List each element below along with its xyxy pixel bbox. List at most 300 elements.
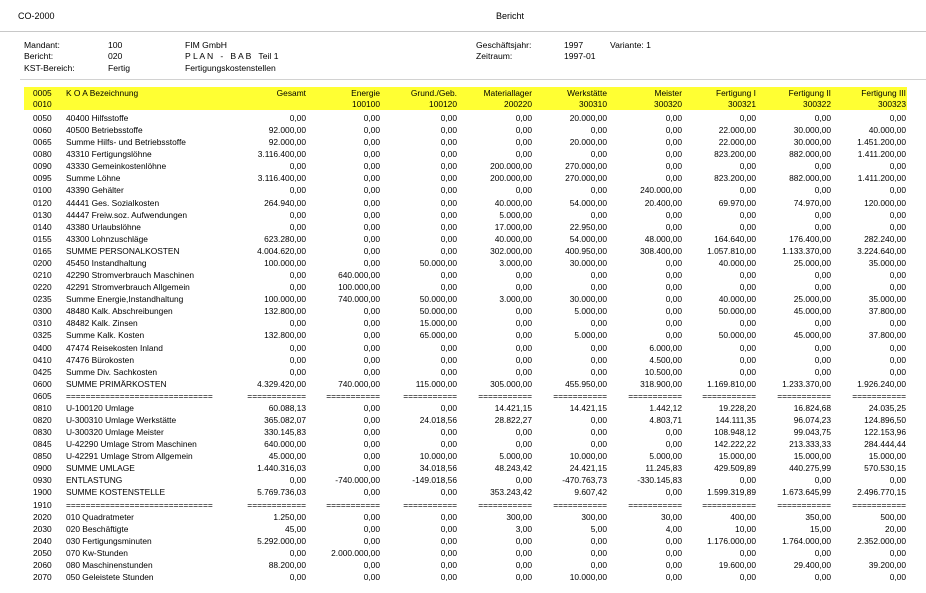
row-number: 0300 (33, 306, 52, 317)
cell-material: 0,00 (515, 125, 532, 136)
cell-gesamt: 60.088,13 (268, 402, 306, 413)
table-row (0, 197, 926, 209)
row-label: 43310 Fertigungslöhne (66, 149, 152, 160)
cell-werkstatt: 0,00 (590, 439, 607, 450)
cell-energie: 740.000,00 (338, 294, 380, 305)
cell-werkstatt: 0,00 (590, 427, 607, 438)
cell-fert1: 400,00 (730, 511, 756, 522)
meta-label: Geschäftsjahr: (476, 40, 532, 50)
cell-gesamt: 0,00 (289, 185, 306, 196)
cell-gesamt: 45,00 (285, 523, 306, 534)
header-row (0, 99, 926, 111)
cell-energie: 0,00 (363, 137, 380, 148)
cell-grund: 0,00 (440, 161, 457, 172)
cell-werkstatt: 24.421,15 (569, 463, 607, 474)
cell-fert1: 0,00 (739, 572, 756, 583)
table-row (0, 378, 926, 390)
cell-material: 0,00 (515, 270, 532, 281)
table-row (0, 184, 926, 196)
cell-material: 28.822,27 (494, 415, 532, 425)
table-row (0, 366, 926, 378)
cell-fert3: 284.444,44 (864, 439, 906, 450)
cell-meister: 1.442,12 (649, 402, 682, 413)
header-cell-gesamt: Gesamt (276, 88, 306, 98)
cell-fert3: 39.200,00 (868, 559, 906, 570)
cell-fert1: 108.948,12 (714, 427, 756, 438)
row-number: 0850 (33, 451, 52, 462)
cell-fert1: =========== (702, 499, 756, 510)
meta-label: KST-Bereich: (24, 62, 75, 73)
cell-material: 200.000,00 (490, 173, 532, 184)
cell-material: 0,00 (515, 427, 532, 438)
table-row (0, 305, 926, 317)
cell-werkstatt: 0,00 (590, 270, 607, 281)
cell-material: 0,00 (515, 354, 532, 365)
row-label: Summe Löhne (66, 173, 121, 184)
cell-material: 353.243,42 (490, 487, 532, 498)
cell-fert2: 45.000,00 (793, 330, 831, 341)
cell-material: 3,00 (515, 523, 532, 534)
row-label: ENTLASTUNG (66, 475, 123, 486)
cell-werkstatt: 0,00 (590, 354, 607, 365)
row-label: U-300320 Umlage Meister (66, 427, 164, 438)
cell-gesamt: 100.000,00 (264, 257, 306, 268)
row-number: 0200 (33, 257, 52, 268)
row-number: 0130 (33, 209, 52, 220)
cell-meister: 0,00 (665, 173, 682, 184)
cell-grund: 0,00 (440, 439, 457, 450)
row-label: 050 Geleistete Stunden (66, 572, 154, 583)
cell-fert3: 24.035,25 (868, 402, 906, 413)
cell-energie: 0,00 (363, 354, 380, 365)
cell-fert1: 0,00 (739, 366, 756, 377)
cell-gesamt: 45.000,00 (268, 451, 306, 462)
row-number: 0050 (33, 113, 52, 123)
cell-fert1: 144.111,35 (715, 415, 756, 425)
meta-label: Zeitraum: (476, 51, 513, 62)
cell-grund: 0,00 (440, 547, 457, 558)
cell-fert1: 1.169.810,00 (707, 378, 756, 389)
cell-fert1: 19.600,00 (718, 559, 756, 570)
table-row (0, 414, 926, 426)
row-number: 2050 (33, 547, 52, 558)
meta-desc: P L A N - B A B Teil 1 (185, 51, 279, 62)
table-row (0, 462, 926, 474)
cell-material: 14.421,15 (494, 402, 532, 413)
cell-energie: 0,00 (363, 463, 380, 474)
cell-grund: 0,00 (440, 366, 457, 377)
row-number: 0155 (33, 233, 52, 244)
row-label: 44441 Ges. Sozialkosten (66, 197, 160, 208)
cell-werkstatt: 455.950,00 (565, 378, 607, 389)
cell-meister: 4.500,00 (649, 354, 682, 365)
row-number: 2070 (33, 572, 52, 583)
row-number: 0310 (33, 318, 52, 329)
cell-fert2: 1.133.370,00 (782, 245, 831, 256)
table-row (0, 281, 926, 293)
report-header-bar (0, 0, 926, 31)
header-cell-fert1: Fertigung I (715, 88, 756, 98)
cell-material: =========== (478, 499, 532, 510)
cell-meister: 6.000,00 (649, 342, 682, 353)
cell-gesamt: 4.329.420,00 (257, 378, 306, 389)
table-row (0, 426, 926, 438)
meta-right-extra (610, 40, 651, 51)
row-number: 0600 (33, 378, 52, 389)
cell-material: 0,00 (515, 318, 532, 329)
cell-gesamt: 365.082,07 (264, 415, 306, 425)
cell-material: 0,00 (515, 113, 532, 123)
cell-gesamt: 0,00 (289, 572, 306, 583)
cell-fert3: 282.240,00 (864, 233, 906, 244)
cell-meister: =========== (628, 390, 682, 401)
cell-meister: -330.145,83 (637, 475, 682, 486)
row-label: 43380 Urlaubslöhne (66, 221, 141, 232)
header-cell-material: Materiallager (483, 88, 532, 98)
cell-meister: 4,00 (665, 523, 682, 534)
cell-energie: =========== (326, 390, 380, 401)
cell-fert3: 40.000,00 (868, 125, 906, 136)
table-row (0, 112, 926, 124)
cell-fert3: 0,00 (889, 221, 906, 232)
cell-fert2: =========== (777, 499, 831, 510)
cell-fert3: 0,00 (889, 475, 906, 486)
cell-fert2: 0,00 (814, 161, 831, 172)
cell-material: 0,00 (515, 306, 532, 317)
cell-gesamt: 640.000,00 (264, 439, 306, 450)
cell-fert2: 1.764.000,00 (782, 535, 831, 546)
cell-gesamt: 0,00 (289, 161, 306, 172)
report-code: CO-2000 (18, 11, 55, 21)
cell-gesamt: 0,00 (289, 366, 306, 377)
cell-werkstatt: 0,00 (590, 415, 607, 425)
cell-meister: 0,00 (665, 318, 682, 329)
row-number: 0065 (33, 137, 52, 148)
cell-werkstatt: 0,00 (590, 535, 607, 546)
cell-werkstatt: 400.950,00 (565, 245, 607, 256)
table-row (0, 450, 926, 462)
cell-material: 0,00 (515, 439, 532, 450)
row-number: 2060 (33, 559, 52, 570)
cell-gesamt: ============ (247, 499, 306, 510)
cell-fert1: 0,00 (739, 282, 756, 293)
table-row (0, 486, 926, 498)
cell-fert3: =========== (852, 499, 906, 510)
cell-meister: =========== (628, 499, 682, 510)
cell-fert2: 882.000,00 (789, 173, 831, 184)
cell-werkstatt: 9.607,42 (574, 487, 607, 498)
header-row-number: 0005 (33, 88, 52, 98)
cell-meister: 10.500,00 (644, 366, 682, 377)
cell-fert1: 0,00 (739, 209, 756, 220)
cell-grund: 0,00 (440, 149, 457, 160)
cell-fert3: 2.352.000,00 (857, 535, 906, 546)
cell-fert2: 1.673.645,99 (782, 487, 831, 498)
cell-material: 0,00 (515, 282, 532, 293)
table-row (0, 402, 926, 414)
table-row (0, 354, 926, 366)
cell-fert2: 0,00 (814, 318, 831, 329)
cell-gesamt: 0,00 (289, 354, 306, 365)
header-cell-fert2: 300322 (803, 99, 831, 109)
table-row (0, 257, 926, 269)
header-cell-material: 200220 (504, 99, 532, 109)
cell-gesamt: 1.250,00 (273, 511, 306, 522)
cell-gesamt: 132.800,00 (264, 330, 306, 341)
row-number: 0080 (33, 149, 52, 160)
table-row (0, 209, 926, 221)
cell-fert1: 15.000,00 (718, 451, 756, 462)
cell-werkstatt: 0,00 (590, 185, 607, 196)
cell-meister: 0,00 (665, 113, 682, 123)
cell-werkstatt: -470.763,73 (562, 475, 607, 486)
row-number: 0120 (33, 197, 52, 208)
cell-meister: 0,00 (665, 282, 682, 293)
cell-material: 40.000,00 (494, 197, 532, 208)
cell-material: 5.000,00 (499, 451, 532, 462)
cell-fert2: 0,00 (814, 221, 831, 232)
row-label: 43330 Gemeinkostenlöhne (66, 161, 167, 172)
row-number: 0400 (33, 342, 52, 353)
cell-grund: 0,00 (440, 427, 457, 438)
header-cell-fert3: 300323 (878, 99, 906, 109)
row-label: SUMME PERSONALKOSTEN (66, 245, 180, 256)
cell-grund: 50.000,00 (419, 306, 457, 317)
cell-fert2: 213.333,33 (789, 439, 831, 450)
row-number: 0410 (33, 354, 52, 365)
cell-fert1: 0,00 (739, 185, 756, 196)
cell-energie: 0,00 (363, 173, 380, 184)
cell-energie: 0,00 (363, 209, 380, 220)
cell-energie: 0,00 (363, 221, 380, 232)
cell-fert3: 500,00 (880, 511, 906, 522)
cell-fert3: 0,00 (889, 113, 906, 123)
cell-fert2: 0,00 (814, 113, 831, 123)
cell-gesamt: 0,00 (289, 221, 306, 232)
cell-energie: 100.000,00 (338, 282, 380, 293)
cell-grund: 0,00 (440, 245, 457, 256)
table-row (0, 172, 926, 184)
cell-fert2: 1.233.370,00 (782, 378, 831, 389)
cell-grund: 0,00 (440, 185, 457, 196)
header-cell-werkstatt: 300310 (579, 99, 607, 109)
cell-meister: 0,00 (665, 306, 682, 317)
cell-fert3: 122.153,96 (864, 427, 906, 438)
cell-material: 0,00 (515, 547, 532, 558)
cell-energie: 0,00 (363, 535, 380, 546)
cell-energie: 0,00 (363, 439, 380, 450)
cell-energie: 0,00 (363, 113, 380, 123)
cell-fert3: 1.411.200,00 (857, 173, 906, 184)
header-cell-grund: Grund./Geb. (410, 88, 457, 98)
cell-fert3: 1.451.200,00 (857, 137, 906, 148)
cell-werkstatt: 0,00 (590, 209, 607, 220)
cell-energie: 0,00 (363, 572, 380, 583)
table-row (0, 221, 926, 233)
cell-grund: -149.018,56 (412, 475, 457, 486)
meta-left-labels (24, 40, 75, 74)
cell-material: 0,00 (515, 535, 532, 546)
cell-fert1: 22.000,00 (718, 137, 756, 148)
cell-energie: 0,00 (363, 125, 380, 136)
cell-energie: 0,00 (363, 559, 380, 570)
cell-fert1: 823.200,00 (714, 149, 756, 160)
cell-fert2: 0,00 (814, 185, 831, 196)
cell-fert1: 19.228,20 (718, 402, 756, 413)
cell-meister: 48.000,00 (644, 233, 682, 244)
cell-meister: 240.000,00 (640, 185, 682, 196)
cell-material: 0,00 (515, 572, 532, 583)
header-cell-werkstatt: Werkstätte (567, 88, 607, 98)
row-number: 2030 (33, 523, 52, 534)
cell-material: 302.000,00 (490, 245, 532, 256)
row-number: 0095 (33, 173, 52, 184)
cell-fert3: 37.800,00 (868, 330, 906, 341)
cell-meister: 0,00 (665, 221, 682, 232)
cell-meister: 4.803,71 (649, 415, 682, 425)
cell-energie: 2.000.000,00 (331, 547, 380, 558)
cell-fert2: 0,00 (814, 342, 831, 353)
cell-meister: 0,00 (665, 427, 682, 438)
cell-werkstatt: 30.000,00 (569, 257, 607, 268)
cell-fert2: 15.000,00 (793, 451, 831, 462)
header-row-label: K O A Bezeichnung (66, 88, 139, 98)
cell-grund: 0,00 (440, 113, 457, 123)
cell-meister: 20.400,00 (644, 197, 682, 208)
row-label: U-42291 Umlage Strom Allgemein (66, 451, 193, 462)
row-number: 0235 (33, 294, 52, 305)
cell-fert2: 882.000,00 (789, 149, 831, 160)
cell-meister: 11.245,83 (645, 463, 682, 474)
cell-fert2: 96.074,23 (793, 415, 831, 425)
cell-fert3: =========== (852, 390, 906, 401)
header-row-number: 0010 (33, 99, 52, 109)
row-label: 030 Fertigungsminuten (66, 535, 152, 546)
cell-fert3: 20,00 (885, 523, 906, 534)
cell-fert2: 0,00 (814, 209, 831, 220)
cell-energie: 0,00 (363, 451, 380, 462)
cell-material: 48.243,42 (494, 463, 532, 474)
row-label: 43390 Gehälter (66, 185, 124, 196)
cell-meister: 0,00 (665, 330, 682, 341)
cell-energie: 0,00 (363, 487, 380, 498)
cell-grund: 115.000,00 (415, 378, 457, 389)
table-row (0, 160, 926, 172)
cell-fert1: 1.599.319,89 (707, 487, 756, 498)
cell-grund: 65.000,00 (419, 330, 457, 341)
cell-fert3: 124.896,50 (864, 415, 906, 425)
row-number: 0210 (33, 270, 52, 281)
table-row (0, 148, 926, 160)
cell-fert3: 15.000,00 (868, 451, 906, 462)
cell-grund: 50.000,00 (419, 257, 457, 268)
cell-energie: 0,00 (363, 149, 380, 160)
cell-meister: 0,00 (665, 572, 682, 583)
cell-grund: 0,00 (440, 125, 457, 136)
cell-fert1: 164.640,00 (714, 233, 756, 244)
row-label: 42290 Stromverbrauch Maschinen (66, 270, 195, 281)
header-cell-energie: 100100 (352, 99, 380, 109)
row-number: 0425 (33, 366, 52, 377)
cell-gesamt: 0,00 (289, 318, 306, 329)
cell-energie: 0,00 (363, 306, 380, 317)
row-label: 010 Quadratmeter (66, 511, 134, 522)
cell-gesamt: 0,00 (289, 270, 306, 281)
cell-grund: 0,00 (440, 221, 457, 232)
row-number: 0060 (33, 125, 52, 136)
cell-fert1: 40.000,00 (718, 257, 756, 268)
cell-fert1: 1.176.000,00 (707, 535, 756, 546)
cell-meister: 0,00 (665, 209, 682, 220)
cell-werkstatt: 22.950,00 (569, 221, 607, 232)
cell-grund: 0,00 (440, 270, 457, 281)
cell-gesamt: 1.440.316,03 (257, 463, 306, 474)
cell-fert2: 74.970,00 (793, 197, 831, 208)
cell-fert1: 50.000,00 (718, 330, 756, 341)
cell-fert1: 22.000,00 (718, 125, 756, 136)
cell-meister: 5.000,00 (649, 451, 682, 462)
cell-fert3: 0,00 (889, 270, 906, 281)
header-divider (0, 31, 926, 32)
cell-fert1: 0,00 (739, 113, 756, 123)
cell-fert2: 0,00 (814, 354, 831, 365)
cell-werkstatt: =========== (553, 390, 607, 401)
cell-fert1: 0,00 (739, 270, 756, 281)
cell-energie: 0,00 (363, 415, 380, 425)
cell-fert2: 350,00 (805, 511, 831, 522)
cell-material: =========== (478, 390, 532, 401)
cell-meister: 0,00 (665, 257, 682, 268)
meta-variant: Variante: 1 (610, 40, 651, 50)
table-row (0, 438, 926, 450)
cell-fert2: 0,00 (814, 366, 831, 377)
row-number: 1910 (33, 499, 52, 510)
cell-fert3: 0,00 (889, 161, 906, 172)
cell-fert2: 45.000,00 (793, 306, 831, 317)
row-number: 0325 (33, 330, 52, 341)
row-label: 070 Kw-Stunden (66, 547, 128, 558)
cell-fert2: 30.000,00 (793, 125, 831, 136)
cell-grund: 50.000,00 (419, 294, 457, 305)
cell-energie: 0,00 (363, 185, 380, 196)
cell-grund: =========== (403, 390, 457, 401)
cell-fert3: 37.800,00 (868, 306, 906, 317)
cell-gesamt: 4.004.620,00 (257, 245, 306, 256)
cell-fert2: 0,00 (814, 475, 831, 486)
cell-grund: 34.018,56 (419, 463, 457, 474)
cell-werkstatt: 54.000,00 (569, 197, 607, 208)
cell-werkstatt: 300,00 (581, 511, 607, 522)
cell-werkstatt: 14.421,15 (569, 402, 607, 413)
cell-fert1: 0,00 (739, 318, 756, 329)
header-cell-fert1: 300321 (728, 99, 756, 109)
cell-fert1: 0,00 (739, 221, 756, 232)
cell-grund: 0,00 (440, 535, 457, 546)
cell-grund: 24.018,56 (419, 415, 457, 425)
table-row (0, 390, 926, 402)
row-label: U-300310 Umlage Werkstätte (66, 415, 177, 425)
cell-meister: 0,00 (665, 439, 682, 450)
row-label: ============================== (66, 499, 213, 510)
table-row (0, 535, 926, 547)
table-row (0, 269, 926, 281)
cell-werkstatt: 30.000,00 (569, 294, 607, 305)
cell-energie: 0,00 (363, 523, 380, 534)
cell-werkstatt: 0,00 (590, 547, 607, 558)
cell-fert2: 30.000,00 (793, 137, 831, 148)
row-label: 43300 Lohnzuschläge (66, 233, 148, 244)
row-number: 2040 (33, 535, 52, 546)
